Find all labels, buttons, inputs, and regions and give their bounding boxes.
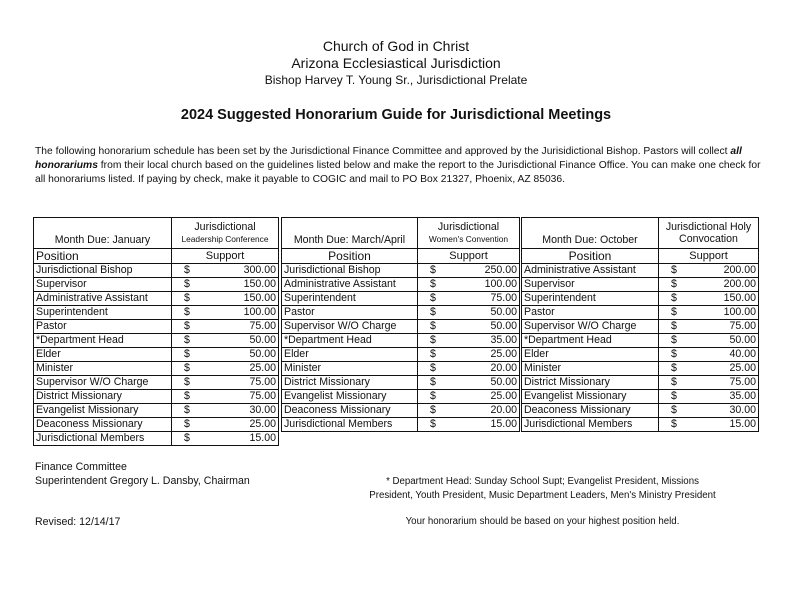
table-row	[522, 292, 759, 306]
table-row	[34, 292, 279, 306]
position-cell: Administrative Assistant	[282, 278, 418, 292]
currency-symbol: $	[430, 390, 436, 402]
amount-value: 40.00	[729, 348, 756, 360]
support-header: Support	[659, 249, 759, 264]
currency-symbol: $	[430, 362, 436, 374]
position-cell: Supervisor W/O Charge	[34, 376, 172, 390]
intro-emphasis: all honorariums	[35, 146, 742, 171]
position-cell: Elder	[522, 348, 659, 362]
currency-symbol: $	[671, 390, 677, 402]
month-due: Month Due: March/April	[282, 218, 418, 249]
currency-symbol: $	[671, 320, 677, 332]
table-row	[34, 334, 279, 348]
month-due: Month Due: October	[522, 218, 659, 249]
support-cell	[172, 306, 279, 320]
support-cell	[172, 292, 279, 306]
currency-symbol: $	[184, 348, 190, 360]
position-cell: Supervisor	[522, 278, 659, 292]
position-cell: *Department Head	[34, 334, 172, 348]
position-cell: Administrative Assistant	[34, 292, 172, 306]
position-cell: Pastor	[282, 306, 418, 320]
amount-value: 30.00	[729, 404, 756, 416]
table-row	[282, 278, 520, 292]
currency-symbol: $	[671, 292, 677, 304]
currency-symbol: $	[671, 264, 677, 276]
amount-value: 25.00	[490, 390, 517, 402]
amount-value: 50.00	[490, 320, 517, 332]
table-header-row	[522, 218, 759, 249]
position-cell: Pastor	[34, 320, 172, 334]
table-row	[34, 348, 279, 362]
table-row	[34, 404, 279, 418]
support-cell	[418, 418, 520, 432]
honorarium-table-january	[33, 217, 279, 446]
currency-symbol: $	[184, 376, 190, 388]
currency-symbol: $	[671, 418, 677, 430]
position-cell: Administrative Assistant	[522, 264, 659, 278]
amount-value: 150.00	[723, 292, 756, 304]
table-row	[282, 306, 520, 320]
position-cell: Deaconess Missionary	[34, 418, 172, 432]
support-cell	[172, 348, 279, 362]
position-cell: Minister	[522, 362, 659, 376]
position-cell: Supervisor W/O Charge	[282, 320, 418, 334]
support-cell	[418, 390, 520, 404]
table-row	[282, 264, 520, 278]
amount-value: 50.00	[249, 348, 276, 360]
table-row	[34, 362, 279, 376]
currency-symbol: $	[671, 376, 677, 388]
amount-value: 50.00	[490, 376, 517, 388]
currency-symbol: $	[430, 376, 436, 388]
table-row	[282, 334, 520, 348]
support-cell	[418, 362, 520, 376]
table-row	[522, 418, 759, 432]
currency-symbol: $	[184, 362, 190, 374]
highest-position-note: Your honorarium should be based on your highest position held.	[405, 516, 680, 527]
column-header-row	[522, 249, 759, 264]
currency-symbol: $	[184, 334, 190, 346]
table-row	[282, 320, 520, 334]
support-header: Support	[172, 249, 279, 264]
position-cell: Jurisdictional Members	[282, 418, 418, 432]
currency-symbol: $	[671, 278, 677, 290]
currency-symbol: $	[430, 306, 436, 318]
amount-value: 250.00	[484, 264, 517, 276]
support-cell	[659, 376, 759, 390]
amount-value: 25.00	[490, 348, 517, 360]
support-cell	[659, 390, 759, 404]
currency-symbol: $	[671, 362, 677, 374]
position-cell: Supervisor W/O Charge	[522, 320, 659, 334]
support-cell	[172, 376, 279, 390]
position-cell: *Department Head	[522, 334, 659, 348]
honorarium-table-march-april	[281, 217, 520, 432]
intro-text-2: from their local church based on the guidelines listed below and make the report to the Jurisdictional Finance Office. You can make one check for all honorariums listed. If paying by check, make it payable to COGIC and mail to PO Box 21327, Phoenix, AZ 85036.	[35, 160, 761, 185]
table-row	[34, 306, 279, 320]
event-line-1: Jurisdictional	[194, 221, 256, 233]
currency-symbol: $	[671, 348, 677, 360]
table-row	[522, 362, 759, 376]
amount-value: 35.00	[729, 390, 756, 402]
amount-value: 20.00	[490, 362, 517, 374]
table-row	[34, 264, 279, 278]
event-line-2: Women's Convention	[428, 234, 509, 244]
amount-value: 75.00	[249, 390, 276, 402]
event-line-2: Leadership Conference	[181, 234, 269, 244]
table-row	[282, 376, 520, 390]
event-name	[659, 218, 759, 249]
position-header: Position	[34, 249, 172, 264]
table-body	[522, 264, 759, 432]
position-cell: Minister	[34, 362, 172, 376]
amount-value: 50.00	[490, 306, 517, 318]
support-cell	[418, 348, 520, 362]
event-line-2: Convocation	[679, 233, 738, 245]
amount-value: 20.00	[490, 404, 517, 416]
support-cell	[172, 432, 279, 446]
amount-value: 15.00	[490, 418, 517, 430]
currency-symbol: $	[430, 418, 436, 430]
support-cell	[172, 390, 279, 404]
department-head-footnote	[350, 475, 735, 503]
table-row	[522, 390, 759, 404]
event-line-1: Jurisdictional Holy	[665, 221, 752, 233]
table-row	[34, 278, 279, 292]
table-row	[522, 306, 759, 320]
document-title: 2024 Suggested Honorarium Guide for Jurisdictional Meetings	[180, 107, 612, 123]
amount-value: 35.00	[490, 334, 517, 346]
table-row	[34, 390, 279, 404]
position-header: Position	[522, 249, 659, 264]
table-row	[282, 404, 520, 418]
table-row	[34, 432, 279, 446]
amount-value: 75.00	[249, 376, 276, 388]
amount-value: 75.00	[490, 292, 517, 304]
position-cell: Superintendent	[34, 306, 172, 320]
support-cell	[659, 334, 759, 348]
amount-value: 30.00	[249, 404, 276, 416]
amount-value: 200.00	[723, 278, 756, 290]
support-cell	[659, 404, 759, 418]
amount-value: 150.00	[243, 278, 276, 290]
honorarium-table-october	[521, 217, 759, 432]
position-cell: Minister	[282, 362, 418, 376]
revised-date: Revised: 12/14/17	[35, 516, 121, 528]
position-cell: Evangelist Missionary	[34, 404, 172, 418]
amount-value: 75.00	[729, 320, 756, 332]
currency-symbol: $	[430, 264, 436, 276]
support-cell	[659, 292, 759, 306]
table-header-row	[34, 218, 279, 249]
month-due: Month Due: January	[34, 218, 172, 249]
column-header-row	[282, 249, 520, 264]
event-line-1: Jurisdictional	[437, 221, 500, 233]
table-header-row	[282, 218, 520, 249]
committee-name: Finance Committee	[35, 461, 127, 473]
currency-symbol: $	[430, 348, 436, 360]
table-row	[282, 292, 520, 306]
currency-symbol: $	[671, 306, 677, 318]
support-cell	[172, 334, 279, 348]
amount-value: 200.00	[723, 264, 756, 276]
currency-symbol: $	[430, 320, 436, 332]
table-row	[282, 418, 520, 432]
intro-text-1: The following honorarium schedule has been set by the Jurisdictional Finance Committee and approved by the Jurisidictional Bishop. Pastors will collect	[35, 146, 731, 157]
table-row	[282, 390, 520, 404]
support-cell	[418, 292, 520, 306]
currency-symbol: $	[671, 404, 677, 416]
support-cell	[172, 362, 279, 376]
table-row	[282, 348, 520, 362]
support-cell	[418, 320, 520, 334]
amount-value: 75.00	[729, 376, 756, 388]
support-cell	[418, 264, 520, 278]
table-row	[522, 320, 759, 334]
column-header-row	[34, 249, 279, 264]
currency-symbol: $	[184, 320, 190, 332]
table-row	[522, 334, 759, 348]
support-cell	[172, 320, 279, 334]
table-row	[522, 376, 759, 390]
amount-value: 100.00	[484, 278, 517, 290]
currency-symbol: $	[184, 278, 190, 290]
amount-value: 150.00	[243, 292, 276, 304]
currency-symbol: $	[430, 278, 436, 290]
table-row	[282, 362, 520, 376]
currency-symbol: $	[671, 334, 677, 346]
table-row	[34, 376, 279, 390]
position-cell: Superintendent	[282, 292, 418, 306]
support-cell	[659, 278, 759, 292]
support-cell	[418, 306, 520, 320]
position-header: Position	[282, 249, 418, 264]
position-cell: Deaconess Missionary	[282, 404, 418, 418]
support-cell	[418, 404, 520, 418]
support-cell	[172, 264, 279, 278]
position-cell: District Missionary	[282, 376, 418, 390]
amount-value: 100.00	[243, 306, 276, 318]
jurisdiction-name: Arizona Ecclesiastical Jurisdiction	[291, 55, 501, 71]
support-header: Support	[418, 249, 520, 264]
event-name	[418, 218, 520, 249]
position-cell: District Missionary	[522, 376, 659, 390]
table-row	[34, 418, 279, 432]
position-cell: Elder	[34, 348, 172, 362]
support-cell	[659, 306, 759, 320]
currency-symbol: $	[184, 264, 190, 276]
position-cell: Jurisdictional Bishop	[282, 264, 418, 278]
position-cell: District Missionary	[34, 390, 172, 404]
support-cell	[659, 362, 759, 376]
currency-symbol: $	[184, 390, 190, 402]
footnote-line-2: President, Youth President, Music Department Leaders, Men's Ministry President	[369, 490, 716, 501]
position-cell: Jurisdictional Members	[34, 432, 172, 446]
currency-symbol: $	[184, 432, 190, 444]
support-cell	[659, 264, 759, 278]
amount-value: 100.00	[723, 306, 756, 318]
support-cell	[418, 278, 520, 292]
currency-symbol: $	[184, 292, 190, 304]
committee-chairman: Superintendent Gregory L. Dansby, Chairman	[35, 475, 250, 487]
prelate-line: Bishop Harvey T. Young Sr., Jurisdictional Prelate	[264, 73, 528, 87]
amount-value: 25.00	[249, 418, 276, 430]
position-cell: Pastor	[522, 306, 659, 320]
position-cell: Evangelist Missionary	[522, 390, 659, 404]
event-name	[172, 218, 279, 249]
amount-value: 300.00	[243, 264, 276, 276]
support-cell	[659, 348, 759, 362]
position-cell: Superintendent	[522, 292, 659, 306]
position-cell: Supervisor	[34, 278, 172, 292]
footnote-line-1: * Department Head: Sunday School Supt; Evangelist President, Missions	[386, 476, 699, 487]
intro-paragraph	[35, 145, 765, 187]
currency-symbol: $	[430, 404, 436, 416]
support-cell	[172, 404, 279, 418]
position-cell: Jurisdictional Members	[522, 418, 659, 432]
table-row	[522, 404, 759, 418]
amount-value: 25.00	[729, 362, 756, 374]
position-cell: Evangelist Missionary	[282, 390, 418, 404]
support-cell	[172, 278, 279, 292]
support-cell	[172, 418, 279, 432]
table-row	[522, 264, 759, 278]
support-cell	[659, 418, 759, 432]
currency-symbol: $	[184, 404, 190, 416]
amount-value: 50.00	[249, 334, 276, 346]
amount-value: 75.00	[249, 320, 276, 332]
support-cell	[418, 334, 520, 348]
position-cell: Deaconess Missionary	[522, 404, 659, 418]
table-row	[522, 348, 759, 362]
currency-symbol: $	[184, 306, 190, 318]
currency-symbol: $	[184, 418, 190, 430]
table-body	[34, 264, 279, 446]
currency-symbol: $	[430, 292, 436, 304]
support-cell	[418, 376, 520, 390]
table-body	[282, 264, 520, 432]
table-row	[522, 278, 759, 292]
currency-symbol: $	[430, 334, 436, 346]
position-cell: Elder	[282, 348, 418, 362]
finance-committee-block	[35, 460, 250, 488]
amount-value: 50.00	[729, 334, 756, 346]
support-cell	[659, 320, 759, 334]
org-name: Church of God in Christ	[322, 38, 470, 54]
position-cell: Jurisdictional Bishop	[34, 264, 172, 278]
amount-value: 25.00	[249, 362, 276, 374]
amount-value: 15.00	[729, 418, 756, 430]
position-cell: *Department Head	[282, 334, 418, 348]
table-row	[34, 320, 279, 334]
amount-value: 15.00	[249, 432, 276, 444]
